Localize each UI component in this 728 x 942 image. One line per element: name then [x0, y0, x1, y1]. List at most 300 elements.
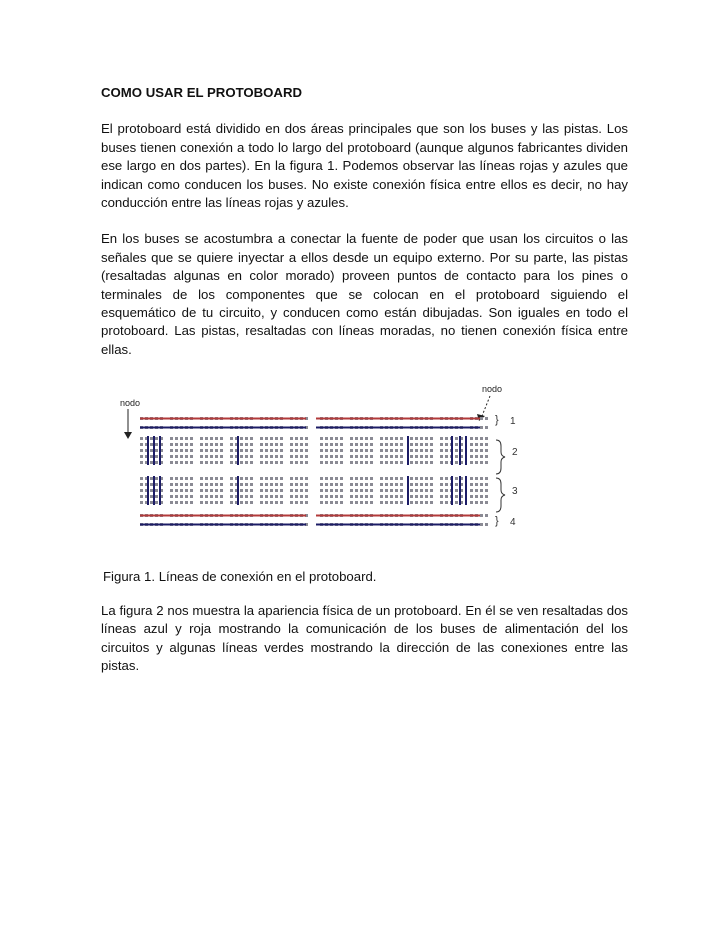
track-hole: [320, 461, 323, 464]
track-hole: [185, 477, 188, 480]
track-hole: [455, 495, 458, 498]
track-hole: [280, 437, 283, 440]
track-hole: [290, 489, 293, 492]
track-hole: [230, 437, 233, 440]
track-hole: [400, 443, 403, 446]
track-hole: [360, 477, 363, 480]
track-hole: [300, 437, 303, 440]
track-hole: [150, 461, 153, 464]
track-hole: [380, 483, 383, 486]
track-hole: [415, 443, 418, 446]
paragraph-3: La figura 2 nos muestra la apariencia física de un protoboard. En él se ven resaltadas dos líneas azul y roja mostrando la comunicación de los buses de alimentación del los circuitos y algunas líneas verdes mostrando la dirección de las conexiones entre las pistas.: [101, 603, 628, 674]
track-hole: [335, 501, 338, 504]
track-hole: [360, 437, 363, 440]
track-hole: [205, 501, 208, 504]
track-hole: [180, 495, 183, 498]
track-hole: [415, 489, 418, 492]
track-hole: [340, 437, 343, 440]
track-hole: [445, 489, 448, 492]
track-hole: [370, 483, 373, 486]
track-hole: [300, 483, 303, 486]
track-hole: [425, 483, 428, 486]
track-hole: [400, 461, 403, 464]
track-hole: [420, 455, 423, 458]
track-hole: [300, 449, 303, 452]
track-hole: [395, 437, 398, 440]
track-hole: [350, 449, 353, 452]
track-hole: [180, 477, 183, 480]
track-hole: [295, 483, 298, 486]
track-hole: [390, 449, 393, 452]
track-hole: [485, 437, 488, 440]
track-hole: [335, 449, 338, 452]
document-title: COMO USAR EL PROTOBOARD: [101, 85, 302, 100]
track-hole: [290, 477, 293, 480]
node-label-right: nodo: [482, 384, 503, 394]
track-hole: [325, 501, 328, 504]
track-hole: [305, 477, 308, 480]
track-hole: [260, 501, 263, 504]
track-hole: [455, 461, 458, 464]
track-hole: [180, 501, 183, 504]
track-hole: [265, 495, 268, 498]
track-hole: [320, 501, 323, 504]
track-hole: [290, 437, 293, 440]
track-hole: [470, 477, 473, 480]
track-hole: [250, 501, 253, 504]
track-hole: [400, 455, 403, 458]
track-hole: [380, 443, 383, 446]
track-hole: [415, 455, 418, 458]
track-hole: [325, 477, 328, 480]
track-hole: [425, 501, 428, 504]
track-hole: [275, 461, 278, 464]
track-hole: [155, 449, 158, 452]
track-hole: [215, 489, 218, 492]
track-hole: [200, 477, 203, 480]
track-hole: [420, 449, 423, 452]
track-hole: [475, 489, 478, 492]
track-hole: [170, 495, 173, 498]
track-hole: [275, 443, 278, 446]
track-hole: [250, 443, 253, 446]
track-hole: [385, 461, 388, 464]
track-hole: [325, 455, 328, 458]
track-hole: [245, 495, 248, 498]
track-hole: [150, 477, 153, 480]
track-hole: [440, 455, 443, 458]
track-hole: [170, 483, 173, 486]
track-hole: [150, 489, 153, 492]
track-hole: [485, 455, 488, 458]
track-hole: [280, 455, 283, 458]
track-hole: [210, 449, 213, 452]
track-hole: [475, 461, 478, 464]
track-hole: [445, 455, 448, 458]
document-body: [101, 84, 628, 377]
track-hole: [430, 455, 433, 458]
track-hole: [470, 449, 473, 452]
track-hole: [155, 455, 158, 458]
track-hole: [430, 461, 433, 464]
track-hole: [215, 477, 218, 480]
track-hole: [275, 477, 278, 480]
track-hole: [180, 483, 183, 486]
track-hole: [275, 501, 278, 504]
track-hole: [455, 455, 458, 458]
track-hole: [470, 483, 473, 486]
track-hole: [370, 495, 373, 498]
track-hole: [245, 461, 248, 464]
track-hole: [220, 437, 223, 440]
track-hole: [250, 437, 253, 440]
track-hole: [400, 449, 403, 452]
track-hole: [470, 443, 473, 446]
track-hole: [300, 477, 303, 480]
track-hole: [475, 455, 478, 458]
track-hole: [470, 455, 473, 458]
track-hole: [480, 455, 483, 458]
track-hole: [280, 477, 283, 480]
track-hole: [265, 437, 268, 440]
track-hole: [150, 455, 153, 458]
track-hole: [430, 443, 433, 446]
track-hole: [480, 501, 483, 504]
track-hole: [360, 455, 363, 458]
node-label-left: nodo: [120, 398, 141, 408]
track-hole: [475, 449, 478, 452]
track-hole: [445, 501, 448, 504]
track-hole: [205, 483, 208, 486]
track-hole: [455, 477, 458, 480]
track-hole: [205, 477, 208, 480]
track-hole: [210, 437, 213, 440]
track-hole: [430, 495, 433, 498]
track-hole: [280, 501, 283, 504]
track-hole: [330, 495, 333, 498]
track-hole: [185, 461, 188, 464]
track-hole: [370, 449, 373, 452]
track-hole: [150, 449, 153, 452]
track-hole: [380, 461, 383, 464]
track-hole: [280, 461, 283, 464]
track-hole: [370, 455, 373, 458]
track-hole: [355, 461, 358, 464]
track-hole: [480, 437, 483, 440]
track-hole: [330, 489, 333, 492]
track-hole: [210, 483, 213, 486]
track-hole: [300, 495, 303, 498]
track-hole: [380, 501, 383, 504]
track-hole: [430, 489, 433, 492]
track-hole: [245, 489, 248, 492]
track-hole: [220, 443, 223, 446]
track-hole: [360, 501, 363, 504]
track-hole: [240, 489, 243, 492]
track-hole: [325, 461, 328, 464]
track-hole: [360, 461, 363, 464]
track-hole: [340, 455, 343, 458]
track-hole: [230, 461, 233, 464]
track-hole: [205, 461, 208, 464]
track-hole: [190, 443, 193, 446]
track-hole: [400, 495, 403, 498]
track-hole: [380, 495, 383, 498]
track-hole: [295, 443, 298, 446]
track-hole: [385, 501, 388, 504]
track-hole: [395, 501, 398, 504]
track-hole: [445, 449, 448, 452]
track-hole: [200, 461, 203, 464]
track-hole: [415, 477, 418, 480]
track-hole: [295, 495, 298, 498]
track-hole: [350, 437, 353, 440]
track-hole: [280, 495, 283, 498]
track-hole: [400, 437, 403, 440]
track-hole: [395, 489, 398, 492]
track-hole: [270, 501, 273, 504]
track-hole: [250, 495, 253, 498]
track-hole: [430, 437, 433, 440]
track-hole: [290, 455, 293, 458]
track-hole: [210, 489, 213, 492]
track-hole: [365, 455, 368, 458]
track-hole: [355, 477, 358, 480]
track-hole: [370, 461, 373, 464]
track-hole: [190, 501, 193, 504]
track-hole: [330, 437, 333, 440]
track-hole: [150, 443, 153, 446]
track-hole: [175, 489, 178, 492]
track-hole: [365, 449, 368, 452]
track-hole: [150, 483, 153, 486]
track-hole: [190, 461, 193, 464]
track-hole: [440, 437, 443, 440]
track-hole: [445, 495, 448, 498]
bus-hole: [485, 417, 488, 420]
track-hole: [410, 495, 413, 498]
track-hole: [175, 461, 178, 464]
track-hole: [170, 489, 173, 492]
track-hole: [205, 443, 208, 446]
track-hole: [445, 437, 448, 440]
track-hole: [480, 477, 483, 480]
track-hole: [265, 455, 268, 458]
track-hole: [455, 483, 458, 486]
track-hole: [340, 443, 343, 446]
track-hole: [215, 443, 218, 446]
track-hole: [365, 489, 368, 492]
track-hole: [440, 483, 443, 486]
track-hole: [240, 455, 243, 458]
track-hole: [260, 455, 263, 458]
track-hole: [340, 489, 343, 492]
track-hole: [410, 477, 413, 480]
track-hole: [185, 489, 188, 492]
track-hole: [320, 477, 323, 480]
track-hole: [455, 501, 458, 504]
track-hole: [480, 449, 483, 452]
track-hole: [270, 477, 273, 480]
paragraph-2: En los buses se acostumbra a conectar la fuente de poder que usan los circuitos o las señales que se quiere inyectar a ellos desde un equipo externo. Por su parte, las pistas (resaltadas algunas en color morado) proveen puntos de contacto para los pines o terminales de los componentes que se colocan en el protoboard siguiendo el esquemático de tu circuito, y conducen como están dibujadas. Son iguales en todo el protoboard. Las pistas, resaltadas con líneas moradas, no tienen conexión física entre ellas.: [101, 231, 628, 357]
track-hole: [185, 501, 188, 504]
track-hole: [325, 483, 328, 486]
track-hole: [455, 443, 458, 446]
track-hole: [175, 455, 178, 458]
track-hole: [150, 501, 153, 504]
track-hole: [330, 449, 333, 452]
track-hole: [485, 461, 488, 464]
track-hole: [335, 455, 338, 458]
track-hole: [415, 461, 418, 464]
track-hole: [390, 501, 393, 504]
track-hole: [430, 477, 433, 480]
track-hole: [280, 443, 283, 446]
track-hole: [410, 483, 413, 486]
track-hole: [140, 477, 143, 480]
track-hole: [445, 461, 448, 464]
track-hole: [475, 437, 478, 440]
track-hole: [335, 461, 338, 464]
track-hole: [320, 489, 323, 492]
track-hole: [385, 437, 388, 440]
track-hole: [395, 461, 398, 464]
track-hole: [360, 443, 363, 446]
track-hole: [170, 449, 173, 452]
track-hole: [175, 443, 178, 446]
track-hole: [390, 477, 393, 480]
track-hole: [220, 489, 223, 492]
track-hole: [240, 501, 243, 504]
protoboard-board: [140, 417, 488, 526]
track-hole: [175, 495, 178, 498]
track-hole: [470, 495, 473, 498]
track-hole: [380, 455, 383, 458]
track-hole: [265, 489, 268, 492]
bus-hole: [485, 523, 488, 526]
track-hole: [455, 437, 458, 440]
track-hole: [230, 495, 233, 498]
track-hole: [270, 455, 273, 458]
track-hole: [320, 443, 323, 446]
track-hole: [340, 449, 343, 452]
track-hole: [400, 489, 403, 492]
track-hole: [365, 501, 368, 504]
track-hole: [330, 461, 333, 464]
track-hole: [320, 449, 323, 452]
track-hole: [365, 461, 368, 464]
track-hole: [280, 489, 283, 492]
track-hole: [295, 437, 298, 440]
track-hole: [390, 495, 393, 498]
track-hole: [445, 443, 448, 446]
track-hole: [220, 495, 223, 498]
track-hole: [420, 495, 423, 498]
track-hole: [380, 489, 383, 492]
track-hole: [395, 449, 398, 452]
track-hole: [230, 489, 233, 492]
track-hole: [220, 449, 223, 452]
track-hole: [170, 443, 173, 446]
track-hole: [485, 489, 488, 492]
track-hole: [250, 455, 253, 458]
track-hole: [425, 437, 428, 440]
track-hole: [180, 449, 183, 452]
track-hole: [265, 443, 268, 446]
track-hole: [290, 461, 293, 464]
track-hole: [275, 437, 278, 440]
track-hole: [485, 443, 488, 446]
track-hole: [215, 483, 218, 486]
track-hole: [440, 477, 443, 480]
track-hole: [175, 437, 178, 440]
track-hole: [175, 483, 178, 486]
track-hole: [140, 455, 143, 458]
track-hole: [275, 483, 278, 486]
track-hole: [170, 437, 173, 440]
track-hole: [190, 449, 193, 452]
bus-hole: [485, 426, 488, 429]
track-hole: [215, 449, 218, 452]
track-hole: [365, 495, 368, 498]
track-hole: [440, 461, 443, 464]
track-hole: [205, 495, 208, 498]
track-hole: [420, 437, 423, 440]
track-hole: [360, 489, 363, 492]
track-hole: [340, 477, 343, 480]
track-hole: [395, 455, 398, 458]
track-hole: [455, 449, 458, 452]
track-hole: [305, 483, 308, 486]
track-hole: [200, 501, 203, 504]
track-hole: [335, 483, 338, 486]
track-hole: [245, 449, 248, 452]
track-hole: [385, 483, 388, 486]
track-hole: [350, 455, 353, 458]
track-hole: [410, 449, 413, 452]
figure-caption: Figura 1. Líneas de conexión en el protoboard.: [103, 569, 377, 584]
track-hole: [200, 443, 203, 446]
track-hole: [475, 477, 478, 480]
track-hole: [150, 495, 153, 498]
track-hole: [350, 483, 353, 486]
brace-2: [496, 440, 505, 474]
track-hole: [260, 449, 263, 452]
track-hole: [355, 443, 358, 446]
track-hole: [475, 501, 478, 504]
track-hole: [320, 495, 323, 498]
track-hole: [335, 477, 338, 480]
track-hole: [280, 483, 283, 486]
track-hole: [425, 461, 428, 464]
track-hole: [250, 477, 253, 480]
track-hole: [440, 495, 443, 498]
track-hole: [260, 477, 263, 480]
track-hole: [330, 477, 333, 480]
track-hole: [245, 437, 248, 440]
track-hole: [185, 443, 188, 446]
track-hole: [155, 477, 158, 480]
track-hole: [425, 455, 428, 458]
track-hole: [200, 495, 203, 498]
track-hole: [330, 483, 333, 486]
track-hole: [475, 483, 478, 486]
track-hole: [270, 483, 273, 486]
brace-label-1: 1: [510, 416, 516, 427]
track-hole: [320, 437, 323, 440]
track-hole: [470, 489, 473, 492]
track-hole: [265, 483, 268, 486]
